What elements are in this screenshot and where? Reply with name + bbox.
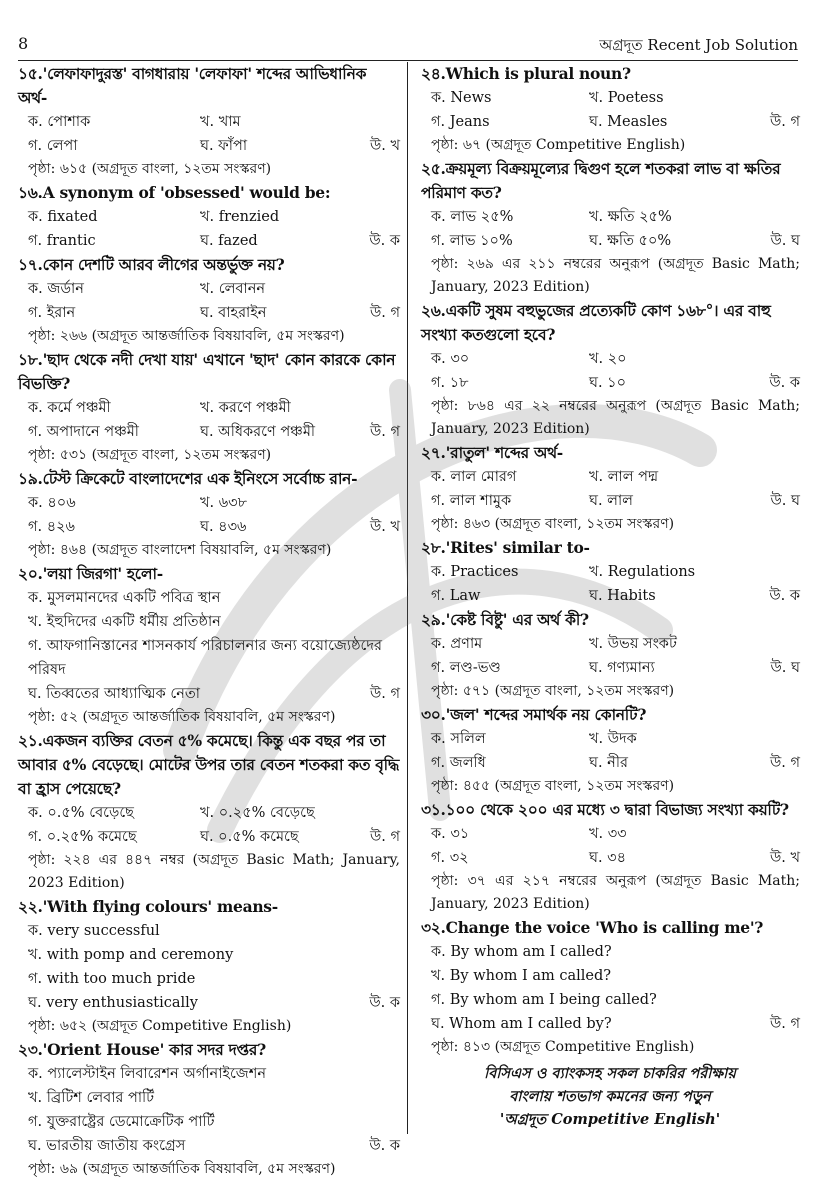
- option: ক. ৩০: [431, 351, 470, 367]
- option: [28, 610, 400, 634]
- option: খ. খাম: [200, 114, 241, 130]
- answer-key: উ. গ: [369, 424, 400, 440]
- question-block: [421, 536, 800, 608]
- option: খ. Regulations: [589, 564, 696, 580]
- option: গ. ইরান: [28, 305, 76, 321]
- option: গ. জলধি: [431, 755, 486, 771]
- option: ঘ. Habits: [589, 588, 656, 604]
- question-text: [18, 62, 400, 110]
- question-stem: 'Orient House' কার সদর দপ্তর?: [42, 1040, 266, 1059]
- question-number: ২৯.: [421, 610, 446, 629]
- question-stem: A synonym of 'obsessed' would be:: [42, 183, 331, 202]
- options-grid: [421, 86, 800, 134]
- page-number: 8: [18, 34, 29, 53]
- reference: পৃষ্ঠা: ২৬৯ এর ২১১ নম্বরের অনুরূপ (অগ্রদূত Basic Math; January, 2023 Edition): [431, 256, 800, 295]
- question-block: [18, 895, 400, 1038]
- question-text: [421, 798, 800, 822]
- question-stem: একজন ব্যক্তির বেতন ৫% কমেছে। কিন্তু এক বছর পর তা আবার ৫% বেড়েছে। মোটের উপর তার বেতন শতকরা কত বৃদ্ধি বা হ্রাস পেয়েছে?: [18, 731, 400, 798]
- reference: পৃষ্ঠা: ৮৬৪ এর ২২ নম্বরের অনুরূপ (অগ্রদূত Basic Math; January, 2023 Edition): [431, 398, 800, 437]
- question-stem: 'ছাদ থেকে নদী দেখা যায়' এখানে 'ছাদ' কোন কারকে কোন বিভক্তি?: [18, 350, 396, 393]
- question-number: ৩২.: [421, 918, 446, 937]
- reference: পৃষ্ঠা: ৪৬৩ (অগ্রদূত বাংলা, ১২তম সংস্করণ): [431, 516, 675, 532]
- answer-key: উ. গ: [769, 114, 800, 130]
- option: গ. অপাদানে পঞ্চমী: [28, 424, 139, 440]
- promo-line: বাংলায় শতভাগ কমনের জন্য পড়ুন: [509, 1088, 711, 1105]
- option-text: গ. আফগানিস্তানের শাসনকার্য পরিচালনার জন্য বয়োজ্যেষ্ঠদের পরিষদ: [28, 638, 382, 678]
- reference: পৃষ্ঠা: ৪৬৪ (অগ্রদূত বাংলাদেশ বিষয়াবলি, ৫ম সংস্করণ): [28, 542, 332, 558]
- question-block: [421, 299, 800, 441]
- option: [28, 1110, 400, 1134]
- option: [431, 964, 800, 988]
- options-grid: [421, 205, 800, 253]
- spacer: [764, 727, 800, 751]
- question-block: [421, 916, 800, 1059]
- reference: পৃষ্ঠা: ৬৭ (অগ্রদূত Competitive English): [431, 137, 686, 153]
- option: [28, 919, 400, 943]
- option: ক. ০.৫% বেড়েছে: [28, 805, 134, 821]
- options-grid: [18, 110, 400, 158]
- reference: পৃষ্ঠা: ৬৫২ (অগ্রদূত Competitive English): [28, 1018, 292, 1034]
- option: ক. News: [431, 90, 492, 106]
- option: খ. ২০: [589, 351, 627, 367]
- question-text: [18, 181, 400, 205]
- spacer: [364, 396, 400, 420]
- option: খ. ০.২৫% বেড়েছে: [200, 805, 315, 821]
- question-text: [18, 1038, 400, 1062]
- question-text: [421, 608, 800, 632]
- reference: পৃষ্ঠা: ৫২ (অগ্রদূত আন্তর্জাতিক বিষয়াবলি, ৫ম সংস্করণ): [28, 709, 336, 725]
- option: ক. কর্মে পঞ্চমী: [28, 400, 111, 416]
- spacer: [764, 86, 800, 110]
- question-number: ২১.: [18, 731, 43, 750]
- question-text: [18, 253, 400, 277]
- question-number: ২৩.: [18, 1040, 43, 1059]
- reference: পৃষ্ঠা: ৪৫৫ (অগ্রদূত বাংলা, ১২তম সংস্করণ): [431, 778, 675, 794]
- option: খ. করণে পঞ্চমী: [200, 400, 291, 416]
- options-grid: [421, 727, 800, 775]
- question-text: [421, 299, 800, 347]
- option: খ. Poetess: [589, 90, 664, 106]
- question-stem: 'লেফাফাদুরস্ত' বাগধারায় 'লেফাফা' শব্দের আভিধানিক অর্থ-: [18, 64, 367, 107]
- option: ক. ৩১: [431, 826, 470, 842]
- option-text: ঘ. Whom am I called by?: [431, 1016, 612, 1032]
- reference: পৃষ্ঠা: ৪১৩ (অগ্রদূত Competitive English): [431, 1039, 695, 1055]
- option-text: ক. মুসলমানদের একটি পবিত্র স্থান: [28, 590, 221, 606]
- answer-key: উ. ক: [369, 995, 400, 1011]
- option: খ. লাল পদ্ম: [589, 469, 659, 485]
- question-stem: ১০০ থেকে ২০০ এর মধ্যে ৩ দ্বারা বিভাজ্য সংখ্যা কয়টি?: [445, 800, 789, 819]
- question-stem: 'কেষ্ট বিষ্টু' এর অর্থ কী?: [445, 610, 589, 629]
- option: গ. Jeans: [431, 114, 490, 130]
- question-block: [18, 562, 400, 729]
- reference: পৃষ্ঠা: ৩৭ এর ২১৭ নম্বরের অনুরূপ (অগ্রদূত Basic Math; January, 2023 Edition): [431, 873, 800, 912]
- options-grid: [421, 347, 800, 395]
- question-block: [18, 1038, 400, 1181]
- spacer: [364, 110, 400, 134]
- question-block: [18, 181, 400, 253]
- option-text: গ. By whom am I being called?: [431, 992, 657, 1008]
- reference: পৃষ্ঠা: ২৬৬ (অগ্রদূত আন্তর্জাতিক বিষয়াবলি, ৫ম সংস্করণ): [28, 328, 345, 344]
- option: ঘ. Measles: [589, 114, 668, 130]
- question-stem: Change the voice 'Who is calling me'?: [445, 918, 764, 937]
- option: ক. জর্ডান: [28, 281, 84, 297]
- header-rule: [18, 60, 798, 61]
- spacer: [364, 801, 400, 825]
- question-number: ২৭.: [421, 443, 446, 462]
- option: ঘ. অধিকরণে পঞ্চমী: [200, 424, 316, 440]
- question-block: [421, 798, 800, 916]
- question-block: [18, 348, 400, 467]
- option: [28, 991, 400, 1015]
- page-header: [18, 32, 798, 58]
- option-text: খ. ইহুদিদের একটি ধর্মীয় প্রতিষ্ঠান: [28, 614, 221, 630]
- answer-key: উ. গ: [769, 755, 800, 771]
- options-grid: [421, 560, 800, 608]
- option: [28, 682, 400, 706]
- question-number: ৩০.: [421, 705, 446, 724]
- option: [28, 1062, 400, 1086]
- option-text: ক. প্যালেস্টাইন লিবারেশন অর্গানাইজেশন: [28, 1066, 266, 1082]
- option: গ. ৩২: [431, 850, 469, 866]
- options-list: [18, 919, 400, 1015]
- option: [28, 634, 400, 682]
- answer-key: উ. গ: [769, 1016, 800, 1032]
- question-text: [421, 916, 800, 940]
- answer-key: উ. ক: [769, 375, 800, 391]
- option: খ. ক্ষতি ২৫%: [589, 209, 672, 225]
- option: ঘ. নীর: [589, 755, 628, 771]
- question-block: [421, 62, 800, 157]
- answer-key: উ. ক: [369, 233, 400, 249]
- question-stem: ক্রয়মূল্য বিক্রয়মূল্যের দ্বিগুণ হলে শতকরা লাভ বা ক্ষতির পরিমাণ কত?: [421, 159, 781, 202]
- spacer: [764, 205, 800, 229]
- question-text: [421, 157, 800, 205]
- option: ঘ. fazed: [200, 233, 258, 249]
- answer-key: উ. গ: [369, 686, 400, 702]
- spacer: [764, 822, 800, 846]
- options-grid: [421, 632, 800, 680]
- option: গ. frantic: [28, 233, 96, 249]
- option: খ. ৬৩৮: [200, 495, 248, 511]
- question-stem: টেস্ট ক্রিকেটে বাংলাদেশের এক ইনিংসে সর্বোচ্চ রান-: [42, 469, 358, 488]
- question-number: ২৮.: [421, 538, 446, 557]
- option: ক. লাভ ২৫%: [431, 209, 514, 225]
- option: ঘ. ক্ষতি ৫০%: [589, 233, 672, 249]
- option-text: ঘ. very enthusiastically: [28, 995, 198, 1011]
- question-number: ২৪.: [421, 64, 446, 83]
- question-number: ২২.: [18, 897, 43, 916]
- spacer: [764, 465, 800, 489]
- answer-key: উ. ঘ: [770, 233, 800, 249]
- answer-key: উ. খ: [769, 850, 800, 866]
- reference: পৃষ্ঠা: ৫৭১ (অগ্রদূত বাংলা, ১২তম সংস্করণ): [431, 683, 675, 699]
- option-text: খ. ব্রিটিশ লেবার পার্টি: [28, 1090, 155, 1106]
- answer-key: উ. ঘ: [770, 493, 800, 509]
- question-block: [421, 441, 800, 536]
- option: ঘ. ০.৫% কমেছে: [200, 829, 299, 845]
- option-text: ক. By whom am I called?: [431, 944, 612, 960]
- option: ক. লাল মোরগ: [431, 469, 517, 485]
- option: ঘ. ৩৪: [589, 850, 627, 866]
- option: খ. ৩৩: [589, 826, 627, 842]
- option: [28, 586, 400, 610]
- option-text: গ. with too much pride: [28, 971, 196, 987]
- answer-key: উ. ক: [369, 1138, 400, 1154]
- reference: পৃষ্ঠা: ৬৯ (অগ্রদূত আন্তর্জাতিক বিষয়াবলি, ৫ম সংস্করণ): [28, 1161, 336, 1177]
- question-number: ১৮.: [18, 350, 43, 369]
- option: [431, 940, 800, 964]
- question-number: ১৭.: [18, 255, 43, 274]
- answer-key: উ. গ: [369, 829, 400, 845]
- option: খ. লেবানন: [200, 281, 266, 297]
- question-stem: 'Rites' similar to-: [445, 538, 590, 557]
- question-text: [18, 467, 400, 491]
- option: গ. লাভ ১০%: [431, 233, 513, 249]
- question-text: [421, 703, 800, 727]
- question-stem: Which is plural noun?: [445, 64, 631, 83]
- option: ক. পোশাক: [28, 114, 91, 130]
- question-block: [18, 253, 400, 348]
- option-text: ঘ. ভারতীয় জাতীয় কংগ্রেস: [28, 1138, 186, 1154]
- answer-key: উ. ঘ: [770, 660, 800, 676]
- question-number: ১৯.: [18, 469, 43, 488]
- option: ঘ. ৪৩৬: [200, 519, 247, 535]
- spacer: [764, 632, 800, 656]
- answer-key: উ. খ: [369, 138, 400, 154]
- options-list: [18, 586, 400, 706]
- option: [28, 967, 400, 991]
- question-stem: 'লয়া জিরগা' হলো-: [42, 564, 163, 583]
- right-column: [421, 62, 800, 1059]
- option-text: খ. with pomp and ceremony: [28, 947, 234, 963]
- question-stem: 'রাতুল' শব্দের অর্থ-: [445, 443, 563, 462]
- question-number: ২০.: [18, 564, 43, 583]
- option-text: খ. By whom I am called?: [431, 968, 612, 984]
- left-column: [18, 62, 400, 1181]
- question-text: [18, 348, 400, 396]
- question-text: [18, 562, 400, 586]
- option: ক. সলিল: [431, 731, 486, 747]
- option: গ. ১৮: [431, 375, 469, 391]
- promo-line: 'অগ্রদূত Competitive English': [499, 1111, 721, 1128]
- options-grid: [18, 277, 400, 325]
- question-text: [421, 62, 800, 86]
- option: গ. Law: [431, 588, 481, 604]
- question-number: ১৬.: [18, 183, 43, 202]
- reference: পৃষ্ঠা: ২২৪ এর ৪৪৭ নম্বর (অগ্রদূত Basic Math; January, 2023 Edition): [28, 852, 400, 891]
- question-number: ২৫.: [421, 159, 446, 178]
- options-grid: [18, 205, 400, 253]
- option: গ. লাল শামুক: [431, 493, 512, 509]
- options-list: [421, 940, 800, 1036]
- option: [431, 1012, 800, 1036]
- option: ঘ. গণ্যমান্য: [589, 660, 655, 676]
- running-title: অগ্রদূত Recent Job Solution: [599, 36, 798, 54]
- question-stem: কোন দেশটি আরব লীগের অন্তর্ভুক্ত নয়?: [42, 255, 285, 274]
- option: ক. ৪০৬: [28, 495, 76, 511]
- spacer: [764, 347, 800, 371]
- option: [28, 943, 400, 967]
- question-number: ১৫.: [18, 64, 43, 83]
- question-text: [18, 729, 400, 801]
- promo-line: বিসিএস ও ব্যাংকসহ সকল চাকরির পরীক্ষায়: [484, 1065, 736, 1082]
- option: [431, 988, 800, 1012]
- option-text: ক. very successful: [28, 923, 160, 939]
- question-stem: 'জল' শব্দের সমার্থক নয় কোনটি?: [445, 705, 647, 724]
- options-grid: [18, 491, 400, 539]
- promo-box: [440, 1062, 780, 1131]
- option: ঘ. ফাঁপা: [200, 138, 248, 154]
- option: খ. উদক: [589, 731, 637, 747]
- option: খ. frenzied: [200, 209, 280, 225]
- option: গ. লেপা: [28, 138, 78, 154]
- option: ঘ. ১০: [589, 375, 627, 391]
- options-grid: [421, 465, 800, 513]
- question-block: [18, 62, 400, 181]
- question-number: ২৬.: [421, 301, 446, 320]
- answer-key: উ. ক: [769, 588, 800, 604]
- option: ক. fixated: [28, 209, 98, 225]
- option: ঘ. লাল: [589, 493, 633, 509]
- answer-key: উ. গ: [369, 305, 400, 321]
- question-block: [421, 157, 800, 299]
- spacer: [764, 560, 800, 584]
- options-grid: [421, 822, 800, 870]
- question-number: ৩১.: [421, 800, 446, 819]
- option: গ. ০.২৫% কমেছে: [28, 829, 137, 845]
- question-block: [18, 729, 400, 895]
- option: [28, 1086, 400, 1110]
- options-grid: [18, 396, 400, 444]
- question-text: [421, 441, 800, 465]
- option: খ. উভয় সংকট: [589, 636, 677, 652]
- spacer: [364, 205, 400, 229]
- question-text: [421, 536, 800, 560]
- spacer: [364, 491, 400, 515]
- spacer: [364, 277, 400, 301]
- option-text: ঘ. তিব্বতের আধ্যাত্মিক নেতা: [28, 686, 200, 702]
- option: ঘ. বাহরাইন: [200, 305, 267, 321]
- question-stem: 'With flying colours' means-: [42, 897, 278, 916]
- reference: পৃষ্ঠা: ৫৩১ (অগ্রদূত বাংলা, ১২তম সংস্করণ): [28, 447, 272, 463]
- option: [28, 1134, 400, 1158]
- reference: পৃষ্ঠা: ৬১৫ (অগ্রদূত বাংলা, ১২তম সংস্করণ): [28, 161, 272, 177]
- option: গ. লণ্ড-ভণ্ড: [431, 660, 501, 676]
- question-block: [421, 703, 800, 798]
- options-grid: [18, 801, 400, 849]
- option: ক. প্রণাম: [431, 636, 483, 652]
- option-text: গ. যুক্তরাষ্ট্রের ডেমোক্রেটিক পার্টি: [28, 1114, 215, 1130]
- options-list: [18, 1062, 400, 1158]
- question-stem: একটি সুষম বহুভুজের প্রত্যেকটি কোণ ১৬৮°। এর বাহু সংখ্যা কতগুলো হবে?: [421, 301, 771, 344]
- question-block: [18, 467, 400, 562]
- option: ক. Practices: [431, 564, 519, 580]
- question-text: [18, 895, 400, 919]
- option: গ. ৪২৬: [28, 519, 75, 535]
- answer-key: উ. খ: [369, 519, 400, 535]
- question-block: [421, 608, 800, 703]
